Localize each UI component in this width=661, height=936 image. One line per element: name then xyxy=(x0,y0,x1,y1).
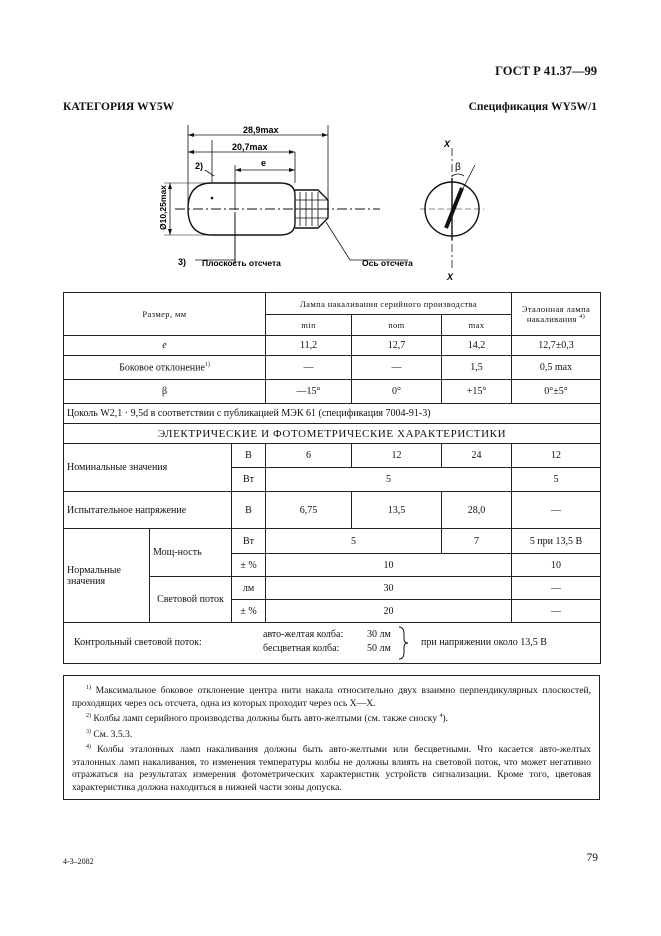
row-label-e: e xyxy=(64,336,266,356)
cell: 0°±5° xyxy=(512,380,601,404)
axis-x-top: X xyxy=(444,139,451,149)
control-amber-value: 30 лм xyxy=(367,629,391,640)
cell: — xyxy=(266,356,352,380)
control-flux-label: Контрольный световой поток: xyxy=(74,637,202,648)
control-amber-label: авто-желтая колба: xyxy=(263,629,344,640)
cell: — xyxy=(352,356,442,380)
reference-plane-label: Плоскость отсчета xyxy=(202,258,281,268)
unit: ± % xyxy=(232,600,266,623)
row-label-beta: β xyxy=(64,380,266,404)
row-label-lateral: Боковое отклонение$^{1)}$ xyxy=(64,356,266,380)
dim-bulb-length: 20,7max xyxy=(232,142,268,152)
nominal-label: Номинальные значения xyxy=(64,444,232,492)
note-mark-2: 2) xyxy=(195,161,204,171)
spec-table xyxy=(63,292,601,664)
test-voltage-label: Испытательное напряжение xyxy=(64,492,232,529)
cell: 13,5 xyxy=(352,492,442,529)
cell: — xyxy=(512,577,601,600)
reference-axis-label: Ось отсчета xyxy=(362,258,413,268)
cell: 5 xyxy=(266,529,442,554)
unit: Вт xyxy=(232,529,266,554)
cell: 5 xyxy=(266,468,512,492)
control-clear-value: 50 лм xyxy=(367,643,391,654)
cell: 10 xyxy=(512,554,601,577)
cell: 6,75 xyxy=(266,492,352,529)
category-title: КАТЕГОРИЯ WY5W xyxy=(63,101,175,113)
cell: 6 xyxy=(266,444,352,468)
print-code: 4-3–2082 xyxy=(63,857,94,866)
cell: 14,2 xyxy=(442,336,512,356)
serial-lamp-header: Лампа накаливания серийного производства xyxy=(266,293,512,315)
cell: 1,5 xyxy=(442,356,512,380)
col-nom: nom xyxy=(352,315,442,336)
cell: 0° xyxy=(352,380,442,404)
cell: 24 xyxy=(442,444,512,468)
section-title: ЭЛЕКТРИЧЕСКИЕ И ФОТОМЕТРИЧЕСКИЕ ХАРАКТЕРИСТИКИ xyxy=(64,424,601,444)
lamp-side-view xyxy=(164,125,408,264)
control-clear-label: бесцветная колба: xyxy=(263,643,340,654)
normal-values-label: Нормальные значения xyxy=(64,529,150,623)
cell: 12 xyxy=(352,444,442,468)
cell: 5 xyxy=(512,468,601,492)
control-voltage: при напряжении около 13,5 В xyxy=(421,637,547,648)
cell: 12 xyxy=(512,444,601,468)
unit: лм xyxy=(232,577,266,600)
cell: —15° xyxy=(266,380,352,404)
note-mark-3: 3) xyxy=(178,257,187,267)
unit: В xyxy=(232,492,266,529)
footnote-3: $^{3)}$ См. 3.5.3. xyxy=(86,728,133,740)
cell: +15° xyxy=(442,380,512,404)
lamp-end-view xyxy=(420,148,484,270)
footnote-2: $^{2)}$ Колбы ламп серийного производства должны быть авто-желтыми (см. также сноску $^4$). xyxy=(86,713,449,725)
axis-x-bottom: X xyxy=(447,272,454,280)
cell: 28,0 xyxy=(442,492,512,529)
cell: — xyxy=(512,600,601,623)
col-min: min xyxy=(266,315,352,336)
cell: 30 xyxy=(266,577,512,600)
size-header: Размер, мм xyxy=(64,293,266,336)
standard-number: ГОСТ Р 41.37—99 xyxy=(495,64,597,78)
control-flux-row xyxy=(64,623,601,664)
dim-overall-length: 28,9max xyxy=(243,125,279,135)
cell: 5 при 13,5 В xyxy=(512,529,601,554)
footnotes xyxy=(63,675,600,800)
unit: Вт xyxy=(232,468,266,492)
cap-note: Цоколь W2,1 · 9,5d в соответствии с публикацией МЭК 61 (спецификация 7004-91-3) xyxy=(64,404,601,424)
reference-lamp-header: Эталонная лампа накаливания $^{4)}$ xyxy=(512,293,601,336)
col-max: max xyxy=(442,315,512,336)
cell: 11,2 xyxy=(266,336,352,356)
flux-label: Световой поток xyxy=(150,577,232,623)
lamp-drawing xyxy=(150,120,490,280)
unit: В xyxy=(232,444,266,468)
angle-beta: β xyxy=(455,162,461,173)
power-label: Мощ-ность xyxy=(150,529,232,577)
cell: — xyxy=(512,492,601,529)
cell: 0,5 max xyxy=(512,356,601,380)
cell: 12,7 xyxy=(352,336,442,356)
dim-diameter: Ø10,25max xyxy=(158,185,168,230)
page-number: 79 xyxy=(586,852,598,864)
cell: 12,7±0,3 xyxy=(512,336,601,356)
unit: ± % xyxy=(232,554,266,577)
brace-icon xyxy=(397,626,409,660)
dim-e: e xyxy=(261,158,267,168)
spec-title: Спецификация WY5W/1 xyxy=(468,101,597,113)
footnote-4: $^{4)}$ Колбы эталонных ламп накаливания должны быть авто-желтыми или бесцветными. Что касается авто-желтых эталонных ламп накаливания, то изменения температуры колбы не должны влиять на световой поток, что может негативно отражаться на результатах измерения фотометрических характеристик устройств сигнализации. Кроме того, цветовая характеристика должна находиться в нижней части зоны допуска. xyxy=(72,744,591,793)
cell: 7 xyxy=(442,529,512,554)
footnote-1: $^{1)}$ Максимальное боковое отклонение центра нити накала относительно двух взаимно перпендикулярных плоскостей, проходящих через ось отсчета, одна из которых проходит через ось X—X. xyxy=(72,685,591,709)
cell: 10 xyxy=(266,554,512,577)
cell: 20 xyxy=(266,600,512,623)
